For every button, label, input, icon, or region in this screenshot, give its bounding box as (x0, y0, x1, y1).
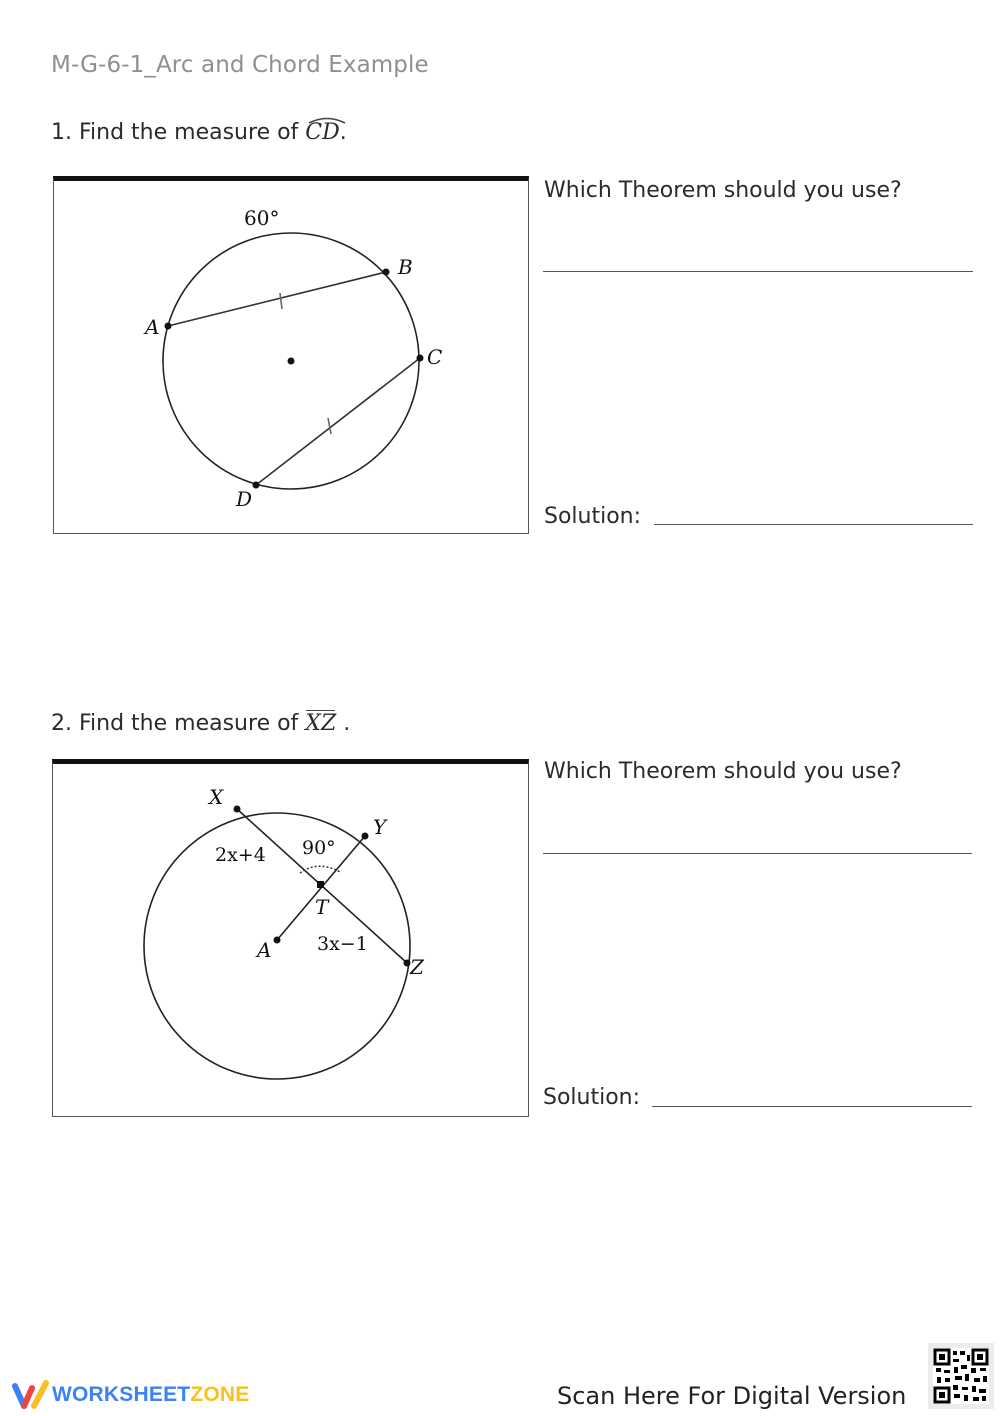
arc-symbol-icon (307, 116, 347, 124)
brand-zone: ZONE (190, 1383, 250, 1406)
solution-label-1: Solution: (544, 504, 642, 529)
worksheet-zone-logo[interactable] (10, 1378, 249, 1412)
svg-text:A: A (257, 938, 272, 962)
segment-xz-notation: XZ (305, 711, 337, 736)
svg-text:C: C (427, 345, 443, 369)
svg-text:D: D (236, 487, 253, 511)
arc-cd-notation: CD (305, 120, 339, 145)
solution-answer-line-2[interactable] (652, 1106, 972, 1107)
svg-text:X: X (209, 785, 224, 809)
question-1-prompt: 1. Find the measure of CD. (51, 120, 347, 145)
svg-text:Y: Y (373, 815, 387, 839)
svg-text:90°: 90° (302, 837, 336, 859)
svg-text:Z: Z (410, 955, 424, 979)
theorem-answer-line-2[interactable] (543, 853, 972, 854)
svg-text:60°: 60° (244, 206, 280, 230)
question-2-prompt: 2. Find the measure of XZ . (51, 711, 351, 736)
solution-answer-line-1[interactable] (654, 524, 973, 525)
theorem-prompt-1: Which Theorem should you use? (544, 178, 902, 203)
scan-here-text: Scan Here For Digital Version (557, 1382, 907, 1410)
segment-bar-icon (306, 710, 335, 711)
svg-text:T: T (315, 895, 329, 919)
theorem-answer-line-1[interactable] (543, 271, 973, 272)
logo-w-icon (10, 1378, 52, 1412)
circle-diagram-2 (53, 764, 527, 1115)
svg-text:A: A (145, 315, 160, 339)
document-title: M-G-6-1_Arc and Chord Example (51, 52, 429, 78)
svg-text:B: B (398, 255, 413, 279)
svg-text:2x+4: 2x+4 (215, 844, 266, 866)
question-1-text: 1. Find the measure of (51, 120, 306, 145)
figure-1-circle-chords (53, 176, 529, 534)
circle-diagram-1 (54, 181, 527, 532)
theorem-prompt-2: Which Theorem should you use? (544, 759, 902, 784)
qr-code-icon[interactable] (928, 1343, 994, 1409)
figure-2-circle-perpendicular (52, 759, 529, 1117)
solution-label-2: Solution: (543, 1085, 641, 1110)
brand-worksheet: WORKSHEET (52, 1383, 191, 1406)
svg-text:3x−1: 3x−1 (317, 933, 368, 955)
question-2-text: 2. Find the measure of (51, 711, 306, 736)
